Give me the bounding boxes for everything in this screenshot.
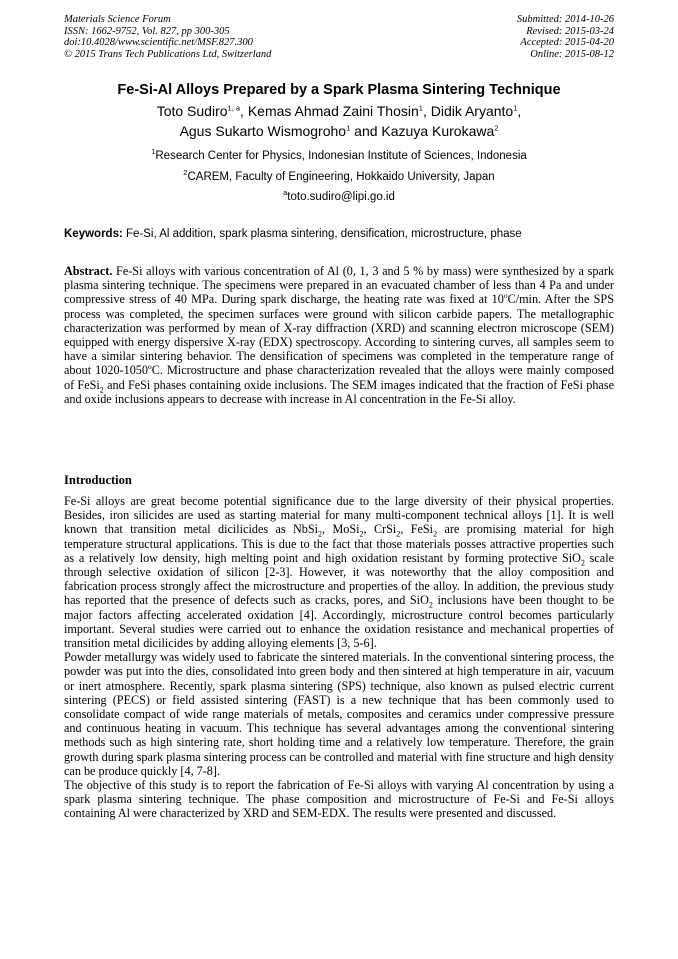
corresponding-email [40,188,638,203]
paragraph: Powder metallurgy was widely used to fabricate the sintered materials. In the conventional sintering process, the powder was put into the dies, consolidated into green body and then sintered at high temperature in air, vacuum or inert atmosphere. Recently, spark plasma sintering (SPS) technique, also known as pulsed electric current sintering (PECS) or field assisted sintering (FAST) is a new technique that has been commonly used to consolidate compact of wide range materials of metals, composites and ceramics under compressive pressure and continuous heating in vacuum. This technique has several advantages among the conventional sintering methods such as high sintering rate, short holding time and a relatively low temperature. Therefore, the grain growth during spark plasma sintering process can be controlled and material with fine structure and high density can be produce quickly [4, 7-8]. [64,650,614,778]
author-affiliation-mark: 1 [513,103,518,113]
email-address[interactable]: toto.sudiro@lipi.go.id [287,191,395,203]
degree-mark: o [503,291,508,301]
subscript: 2 [433,529,438,539]
affiliation-mark: 1 [151,147,156,157]
keywords-text: Fe-Si, Al addition, spark plasma sintering, densification, microstructure, phase [122,228,522,240]
paragraph [64,494,614,650]
paper-title: Fe-Si-Al Alloys Prepared by a Spark Plasma Sintering Technique [117,82,561,98]
journal-name: Materials Science Forum [64,14,171,25]
separator: , [422,103,431,119]
abstract [64,264,614,406]
author-name: Agus Sukarto Wismogroho [179,123,347,139]
copyright: © 2015 Trans Tech Publications Ltd, Switzerland [64,48,272,60]
text-run: scale through selective oxidation of silicon [2-3]. However, it was noteworthy that the alloy composition and fabrication process strongly affect the microstructure and properties of the alloy. In addition, the previous study has reported that the presence of defects such as cracks, pores, and SiO [64,550,615,608]
publication-dates [517,14,614,60]
text-run: are promising material for high temperature structural applications. This is due to the fact that those materials posses attractive properties such as a relatively low density, high melting point and high oxidation resistant by forming protective SiO [64,522,614,565]
text-run: Fe-Si alloys are great become potential significance due to the large diversity of their physical properties. Besides, iron silicides are used as starting material for many multi-component technical alloys [1]. It is well known that transition metal dicilicides as NbSi [64,494,614,537]
subscript: 2 [580,558,585,568]
subscript: 2 [396,529,401,539]
author-name: Kazuya Kurokawa [381,123,495,139]
author-affiliation-mark: 1 [418,103,423,113]
author-affiliation-mark: 2 [494,123,499,133]
author-name: Toto Sudiro [156,103,228,119]
degree-mark: o [147,362,152,372]
author-name: Didik Aryanto [430,103,514,119]
text-run: , CrSi [363,522,397,537]
separator: , [240,103,248,119]
affiliation-text: Research Center for Physics, Indonesian Institute of Sciences, Indonesia [155,150,527,162]
accepted-date: Accepted: 2015-04-20 [520,37,614,48]
subscript: 2 [428,600,433,610]
email-mark: a [283,188,288,198]
affiliation-1 [40,147,638,162]
abstract-text: and FeSi phases containing oxide inclusions. The SEM images indicated that the fraction of FeSi phase and oxide inclusions appears to decrease with increase in Al concentration in the Fe-Si alloy. [64,377,614,406]
issn: ISSN: 1662-9752, Vol. 827, pp 300-305 [64,25,230,37]
conjunction: and [350,123,382,139]
affiliation-mark: 2 [183,168,188,178]
abstract-text: C/min. After the SPS process was completed, the specimen surfaces were ground with silicon carbide papers. The metallographic characterization was performed by mean of X-ray diffraction (XRD) and scanning electron microscope (SEM) equipped with energy dispersive X-ray (EDX) spectroscopy. According to sintering curves, all samples seem to have a similar sintering behavior. The densification of specimens was completed in the temperature range of about 1020-1050 [64,292,614,378]
paragraph: The objective of this study is to report the fabrication of Fe-Si alloys with varying Al concentration by using a spark plasma sintering technique. The phase composition and microstructure of Fe-Si and Fe-Si alloys containing Al were characterized by XRD and SEM-EDX. The results were presented and discussed. [64,778,614,821]
abstract-text: Fe-Si alloys with various concentration of Al (0, 1, 3 and 5 % by mass) were synthesized by a spark plasma sintering technique. The specimens were prepared in an evacuated chamber of less than 4 Pa and under compressive stress of 40 MPa. During spark discharge, the heating rate was fixed at 10 [64,264,614,307]
subscript: 2 [318,529,323,539]
author-affiliation-mark: 1, a [227,103,241,113]
doi: doi:10.4028/www.scientific.net/MSF.827.300 [64,37,253,48]
journal-info [64,14,271,60]
author-affiliation-mark: 1 [346,123,351,133]
submitted-date: Submitted: 2014-10-26 [516,14,614,25]
affiliation-2 [40,168,638,183]
section-heading-introduction: Introduction [64,473,132,487]
subscript: 2 [359,529,364,539]
revised-date: Revised: 2015-03-24 [526,25,614,37]
abstract-text: C. Microstructure and phase characterization revealed that the alloys were mainly composed of FeSi [64,363,614,392]
text-run: inclusions have been thought to be major factors affecting accelerated oxidation [4]. Accordingly, microstructure control becomes particularly important. Several studies were carried out to enhance the oxidation resistance and mechanical properties of transition metal dicilicides by adding alloying elements [3, 5-6]. [64,593,614,651]
subscript: 2 [99,385,104,395]
author-list [40,101,638,141]
affiliation-text: CAREM, Faculty of Engineering, Hokkaido University, Japan [187,171,495,183]
keywords [64,228,614,240]
keywords-label: Keywords: [64,228,123,240]
author-name: Kemas Ahmad Zaini Thosin [247,103,419,119]
separator: , [517,103,522,119]
text-run: , FeSi [400,522,434,537]
introduction-body [64,494,614,821]
abstract-label: Abstract. [64,264,113,278]
online-date: Online: 2015-08-12 [530,48,614,60]
text-run: , MoSi [322,522,360,537]
